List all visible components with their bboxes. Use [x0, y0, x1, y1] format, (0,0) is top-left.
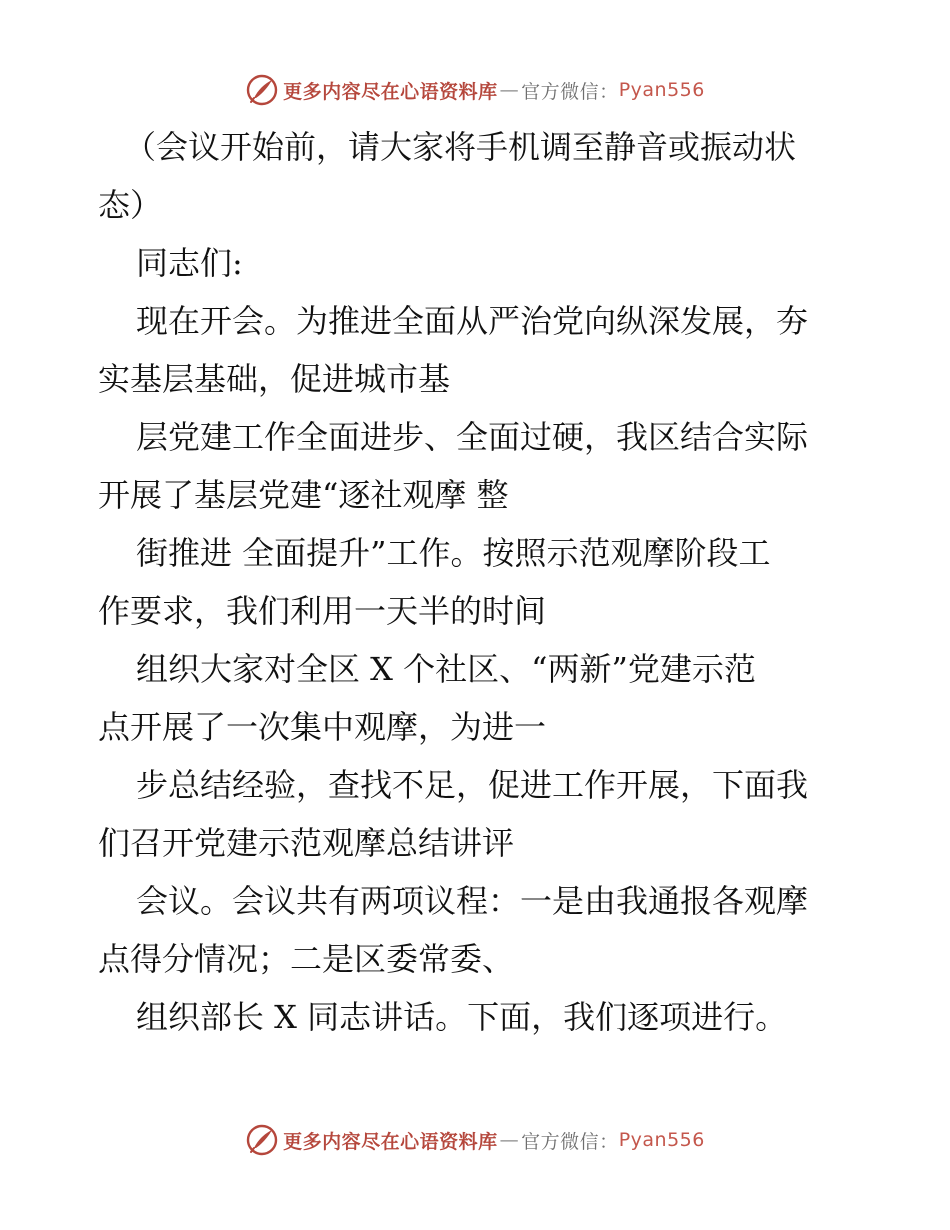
quill-logo-icon: [245, 73, 279, 107]
watermark-brand: 更多内容尽在心语资料库: [283, 80, 498, 103]
quill-logo-icon: [245, 1123, 279, 1157]
footer-watermark: [0, 1120, 950, 1160]
text-line: 组织部长 X 同志讲话。下面，我们逐项进行。: [136, 998, 788, 1036]
text-line: 同志们:: [136, 244, 243, 282]
text-line: 点开展了一次集中观摩，为进一: [98, 708, 547, 746]
text-line: 态）: [98, 186, 163, 224]
text-line: 现在开会。为推进全面从严治党向纵深发展，夯: [136, 302, 809, 340]
watermark-wechat-label: 官方微信：: [521, 80, 619, 103]
text-line: 实基层基础，促进城市基: [98, 360, 451, 398]
watermark-separator: —: [499, 1129, 520, 1151]
text-line: 层党建工作全面进步、全面过硬，我区结合实际: [136, 418, 809, 456]
text-line: 街推进 全面提升”工作。按照示范观摩阶段工: [136, 534, 771, 572]
text-line: （会议开始前，请大家将手机调至静音或振动状: [124, 128, 797, 166]
text-line: 点得分情况；二是区委常委、: [98, 940, 515, 978]
text-line: 步总结经验，查找不足，促进工作开展，下面我: [136, 766, 809, 804]
header-watermark: [0, 70, 950, 110]
text-line: 会议。会议共有两项议程：一是由我通报各观摩: [136, 882, 809, 920]
text-line: 作要求，我们利用一天半的时间: [98, 592, 547, 630]
document-body: [98, 118, 858, 1046]
text-line: 们召开党建示范观摩总结讲评: [98, 824, 515, 862]
text-line: 组织大家对全区 X 个社区、“两新”党建示范: [136, 650, 756, 688]
watermark-wechat-id: Pyan556: [618, 79, 705, 101]
watermark-wechat-label: 官方微信：: [521, 1130, 619, 1153]
text-line: 开展了基层党建“逐社观摩 整: [98, 476, 509, 514]
watermark-wechat-id: Pyan556: [618, 1129, 705, 1151]
watermark-separator: —: [499, 79, 520, 101]
watermark-brand: 更多内容尽在心语资料库: [283, 1130, 498, 1153]
